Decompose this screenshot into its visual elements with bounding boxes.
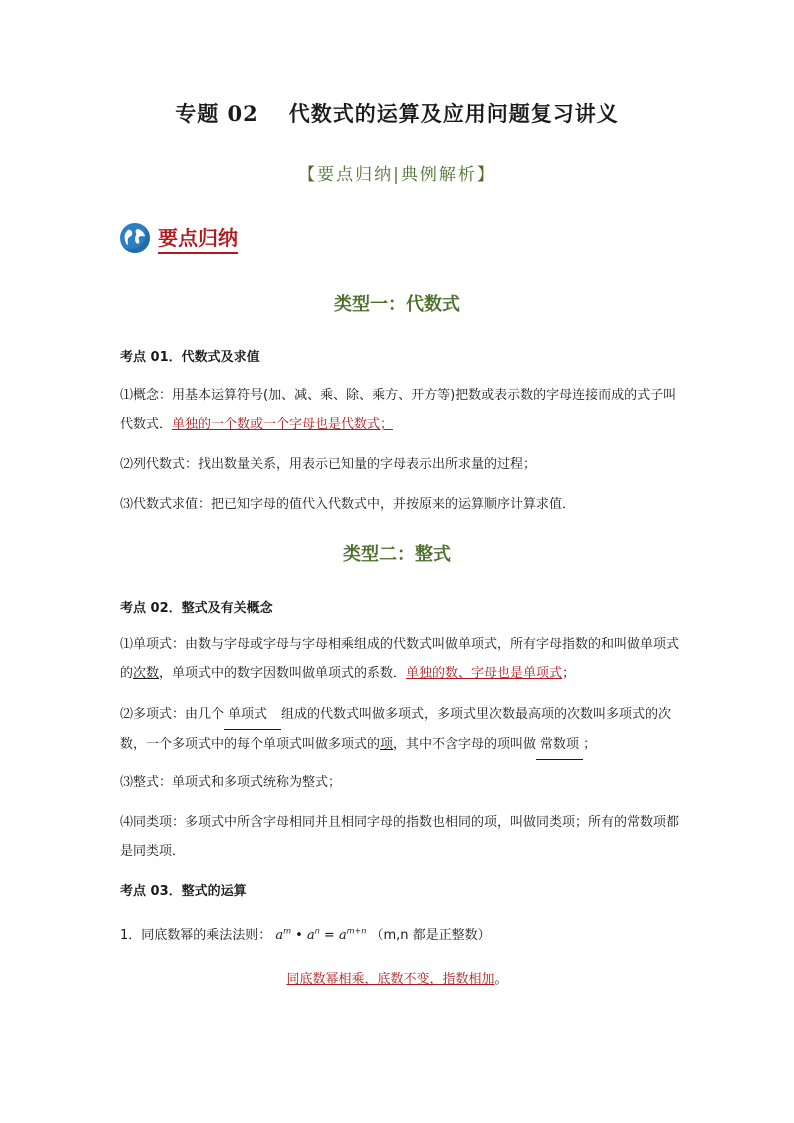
document-title bbox=[0, 98, 794, 128]
kp02-p2-text-c: ，其中不含字母的项叫做 bbox=[393, 737, 537, 752]
formula-base-2: a bbox=[306, 928, 315, 943]
kp01-p1-text: ⑴概念：用基本运算符号(加、减、乘、除、乘方、开方等)把数或表示数的字母连接而成的式子叫代数式． bbox=[120, 388, 677, 432]
kp02-p2-end: ； bbox=[583, 737, 597, 752]
section-banner-label: 要点归纳 bbox=[158, 222, 238, 254]
formula-label: 1．同底数幂的乘法法则： bbox=[120, 928, 272, 943]
kp02-p1-underlined: 次数 bbox=[133, 666, 160, 681]
kp01-paragraph-1 bbox=[120, 381, 680, 439]
kp02-paragraph-2 bbox=[120, 700, 680, 760]
product-rule-note-highlight: 同底数幂相乘，底数不变，指数相加 bbox=[286, 972, 495, 987]
product-rule-formula bbox=[120, 924, 491, 943]
formula-base-3: a bbox=[338, 928, 347, 943]
subtitle: 【要点归纳|典例解析】 bbox=[298, 165, 496, 185]
type1-heading: 类型一：代数式 bbox=[334, 294, 460, 315]
kp02-p2-blank-3: 常数项 bbox=[536, 730, 583, 760]
formula-equals: = bbox=[323, 928, 335, 943]
kp01-title: 考点 01．代数式及求值 bbox=[120, 350, 260, 365]
globe-icon bbox=[120, 223, 150, 253]
formula-exp-sum: m+n bbox=[346, 926, 367, 936]
kp02-paragraph-3: ⑶整式：单项式和多项式统称为整式； bbox=[120, 775, 342, 790]
kp02-p2-blank-1: 单项式 bbox=[224, 700, 281, 730]
kp02-p2-text-b: 组成的代数式叫做多项式，多项式里次数最高项的次数叫多项式的次数，一个多项式中的每个单项式叫做多项式的 bbox=[120, 707, 672, 752]
kp02-p2-text-a: ⑵多项式：由几个 bbox=[120, 707, 225, 722]
kp01-p1-highlight: 单独的一个数或一个字母也是代数式； bbox=[172, 417, 394, 432]
kp01-paragraph-3: ⑶代数式求值：把已知字母的值代入代数式中，并按原来的运算顺序计算求值． bbox=[120, 497, 576, 512]
kp02-p1-text-a: ⑴单项式：由数与字母或字母与字母相乘组成的代数式叫做单项式，所有字母指数的和叫做单项式的 bbox=[120, 637, 680, 681]
kp01-paragraph-2: ⑵列代数式：找出数量关系，用表示已知量的字母表示出所求量的过程； bbox=[120, 457, 537, 472]
kp02-title: 考点 02．整式及有关概念 bbox=[120, 601, 273, 616]
product-rule-note bbox=[0, 968, 794, 987]
formula-exp-n: n bbox=[314, 926, 320, 936]
kp02-p1-text-b: ，单项式中的数字因数叫做单项式的系数． bbox=[159, 666, 407, 681]
type2-heading: 类型二：整式 bbox=[343, 544, 451, 565]
kp02-paragraph-1 bbox=[120, 630, 680, 688]
kp02-p1-end: ； bbox=[562, 666, 576, 681]
kp03-title: 考点 03．整式的运算 bbox=[120, 884, 247, 899]
formula-exp-m: m bbox=[283, 926, 291, 936]
kp02-p2-blank-2: 项 bbox=[380, 737, 394, 752]
section-banner bbox=[120, 220, 238, 256]
formula-base-1: a bbox=[275, 928, 284, 943]
formula-condition: （m,n 都是正整数） bbox=[370, 928, 491, 943]
title-text: 代数式的运算及应用问题复习讲义 bbox=[288, 101, 619, 126]
formula-dot: • bbox=[295, 928, 303, 943]
title-number: 专题 02 bbox=[175, 101, 259, 126]
kp02-paragraph-4: ⑷同类项：多项式中所含字母相同并且相同字母的指数也相同的项，叫做同类项；所有的常数项都是同类项． bbox=[120, 815, 680, 859]
kp02-p1-highlight: 单独的数、字母也是单项式 bbox=[406, 666, 563, 681]
product-rule-note-end: 。 bbox=[494, 972, 508, 987]
